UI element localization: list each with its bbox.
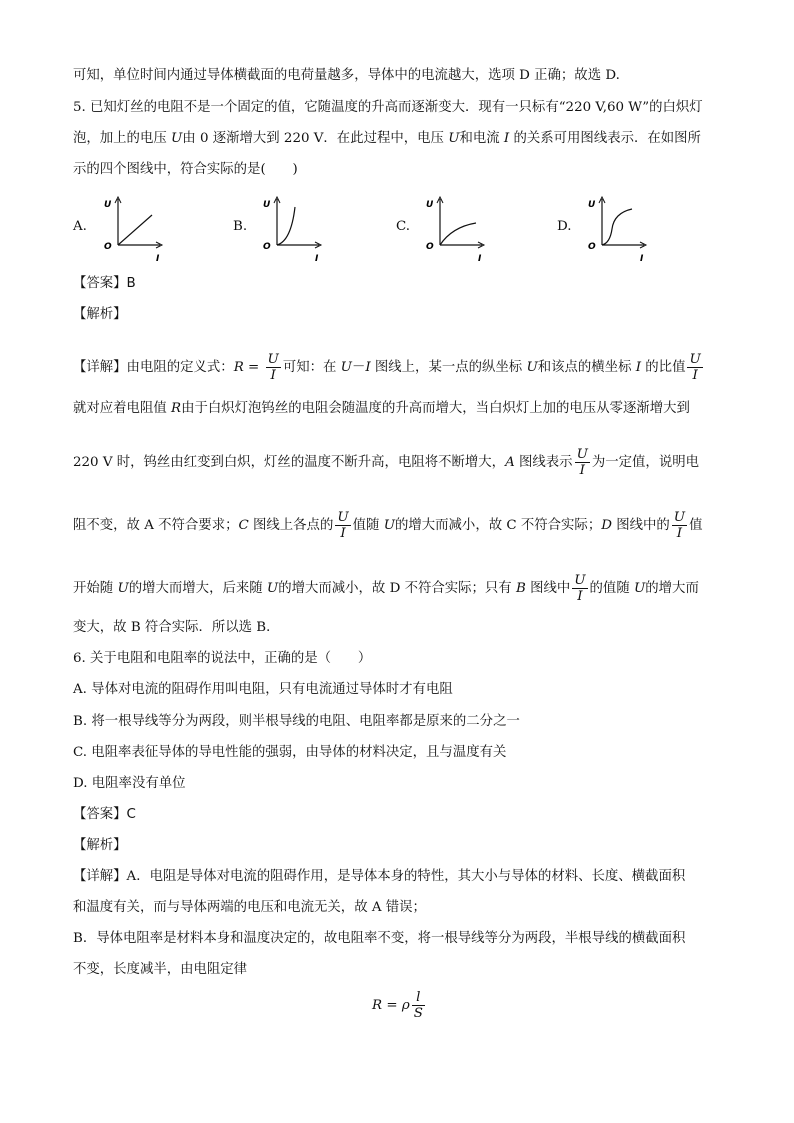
denominator: I <box>340 526 346 541</box>
option-b-label: B. <box>233 219 248 234</box>
text: = <box>382 998 402 1013</box>
curve <box>602 209 632 245</box>
text: － <box>351 360 366 375</box>
question-6-stem: 6. 关于电阻和电阻率的说法中，正确的是（ ） <box>73 651 372 666</box>
text: 的值随 <box>589 581 634 596</box>
fraction-u-over-i <box>335 510 350 541</box>
answer-6 <box>73 806 724 824</box>
axis-u-label: U <box>263 200 271 210</box>
axis-i-label: I <box>315 254 319 263</box>
text: 阻不变，故 A 不符合要求； <box>73 518 239 533</box>
denominator: I <box>676 526 683 541</box>
text: 220 V 时，钨丝由红变到白炽，灯丝的温度不断升高，电阻将不断增大， <box>73 455 506 470</box>
detail-5-line-1 <box>73 352 724 383</box>
question-5-line-3: 示的四个图线中，符合实际的是( ) <box>73 162 298 177</box>
question-number: 5. <box>73 100 86 115</box>
answer-text: 【答案】C <box>73 807 136 822</box>
fraction-u-over-i <box>575 447 590 478</box>
var: A <box>505 455 515 470</box>
numerator: U <box>574 573 586 588</box>
denominator: I <box>692 368 698 383</box>
text: 和该点的横坐标 <box>537 360 636 375</box>
var: U <box>526 360 538 375</box>
origin-label: O <box>426 242 434 252</box>
numerator: U <box>337 510 349 525</box>
detail-5-line-6: 变大，故 B 符合实际．所以选 B． <box>73 620 280 635</box>
analysis-text: 【解析】 <box>73 307 127 322</box>
option-c-label: C. <box>396 219 411 234</box>
question-6-option-a: A. 导体对电流的阻碍作用叫电阻，只有电流通过导体时才有电阻 <box>73 682 453 697</box>
analysis-5 <box>73 306 724 324</box>
text: 图线中 <box>525 581 571 596</box>
var: D <box>601 518 612 533</box>
text-line: 可知，单位时间内通过导体横截面的电荷量越多，导体中的电流越大，选项 D 正确；故选 D. <box>73 68 620 83</box>
var: R <box>171 401 182 416</box>
question-5-line-2 <box>73 130 724 148</box>
text: 值随 <box>352 518 384 533</box>
text: 的比值 <box>641 360 686 375</box>
var: U <box>117 581 129 596</box>
var: U <box>340 360 352 375</box>
analysis-6 <box>73 837 724 855</box>
var: B <box>515 581 526 596</box>
curve <box>440 223 476 245</box>
axis-u-label: U <box>104 200 112 210</box>
text: 由 0 逐渐增大到 220 V．在此过程中，电压 <box>182 131 449 146</box>
curve <box>118 215 152 245</box>
fraction-u-over-i <box>266 352 281 383</box>
var: I <box>503 131 510 146</box>
option-a-label: A. <box>73 219 87 234</box>
graph-d <box>584 193 654 263</box>
graph-c <box>422 193 492 263</box>
var: U <box>171 131 183 146</box>
fraction-u-over-i <box>672 510 687 541</box>
axis-u-label: U <box>588 200 596 210</box>
axis-u-label: U <box>426 200 434 210</box>
axis-i-label: I <box>640 254 644 263</box>
fraction-u-over-i <box>687 352 702 383</box>
detail-6-line-1: 【详解】A．电阻是导体对电流的阻碍作用，是导体本身的特性，其大小与导体的材料、长度、横截面积 <box>73 869 686 884</box>
graph-b <box>259 193 329 263</box>
text: 的增大而增大，后来随 <box>128 581 267 596</box>
numerator: U <box>576 447 588 462</box>
text: 可知：在 <box>282 360 341 375</box>
var: R <box>372 998 383 1013</box>
question-6-option-b: B. 将一根导线等分为两段，则半根导线的电阻、电阻率都是原来的二分之一 <box>73 714 520 729</box>
var: ρ <box>401 998 410 1013</box>
denominator: I <box>579 463 585 478</box>
detail-6-line-2: 和温度有关，而与导体两端的电压和电流无关，故 A 错误； <box>73 900 426 915</box>
var: I <box>635 360 642 375</box>
text: 【详解】由电阻的定义式： <box>73 360 234 375</box>
text: 开始随 <box>73 581 118 596</box>
detail-6-line-3: B．导体电阻率是材料本身和温度决定的，故电阻率不变，将一根导线等分为两段，半根导线的横截面积 <box>73 931 686 946</box>
numerator: U <box>689 352 701 367</box>
var: U <box>383 518 395 533</box>
var: C <box>238 518 249 533</box>
fraction-l-over-s <box>412 990 425 1021</box>
denominator: S <box>413 1006 423 1021</box>
text: 和电流 <box>459 131 504 146</box>
numerator: U <box>673 510 686 525</box>
text: 值 <box>689 518 703 533</box>
detail-5-line-5 <box>73 573 724 604</box>
axis-i-label: I <box>156 254 160 263</box>
axis-i-label: I <box>478 254 482 263</box>
question-5-line-1 <box>73 99 724 117</box>
text: 的增大而减小，故 D 不符合实际；只有 <box>278 581 516 596</box>
text: 的增大而减小，故 C 不符合实际； <box>394 518 602 533</box>
text: 图线表示 <box>514 455 573 470</box>
question-6-option-c: C. 电阻率表征导体的导电性能的强弱，由导体的材料决定，且与温度有关 <box>73 745 507 760</box>
analysis-text: 【解析】 <box>73 838 127 853</box>
answer-text: 【答案】B <box>73 276 136 291</box>
var: R <box>233 360 244 375</box>
detail-5-line-2 <box>73 400 724 418</box>
text: 就对应着电阻值 <box>73 401 171 416</box>
numerator: l <box>412 990 425 1006</box>
text: 由于白炽灯泡钨丝的电阻会随温度的升高而增大，当白炽灯上加的电压从零逐渐增大到 <box>181 401 690 416</box>
var: U <box>266 581 279 596</box>
graph-a <box>100 193 170 263</box>
answer-5 <box>73 275 724 293</box>
denominator: I <box>577 589 583 604</box>
detail-5-line-3 <box>73 447 724 478</box>
origin-label: O <box>263 242 271 252</box>
text: 已知灯丝的电阻不是一个固定的值，它随温度的升高而逐渐变大．现有一只标有“220 V,60 W”的白炽灯 <box>90 100 703 115</box>
numerator: U <box>267 352 279 367</box>
resistance-law-formula <box>372 990 427 1021</box>
fraction-u-over-i <box>572 573 587 604</box>
text: 图线中的 <box>611 518 670 533</box>
origin-label: O <box>104 242 112 252</box>
text: = <box>243 360 264 375</box>
option-d-label: D. <box>557 219 572 234</box>
text: 图线上各点的 <box>248 518 334 533</box>
question-6-option-d: D. 电阻率没有单位 <box>73 776 186 791</box>
text: 泡，加上的电压 <box>73 131 171 146</box>
detail-6-line-4: 不变，长度减半，由电阻定律 <box>73 962 248 977</box>
denominator: I <box>270 368 276 383</box>
var: U <box>448 131 460 146</box>
text: 为一定值，说明电 <box>591 455 699 470</box>
text: 的关系可用图线表示．在如图所 <box>509 131 701 146</box>
var: U <box>633 581 646 596</box>
detail-5-line-4 <box>73 510 724 541</box>
var: I <box>365 360 371 375</box>
curve <box>277 207 295 245</box>
origin-label: O <box>588 242 596 252</box>
text: 的增大而 <box>645 581 699 596</box>
text: 图线上，某一点的纵坐标 <box>370 360 527 375</box>
